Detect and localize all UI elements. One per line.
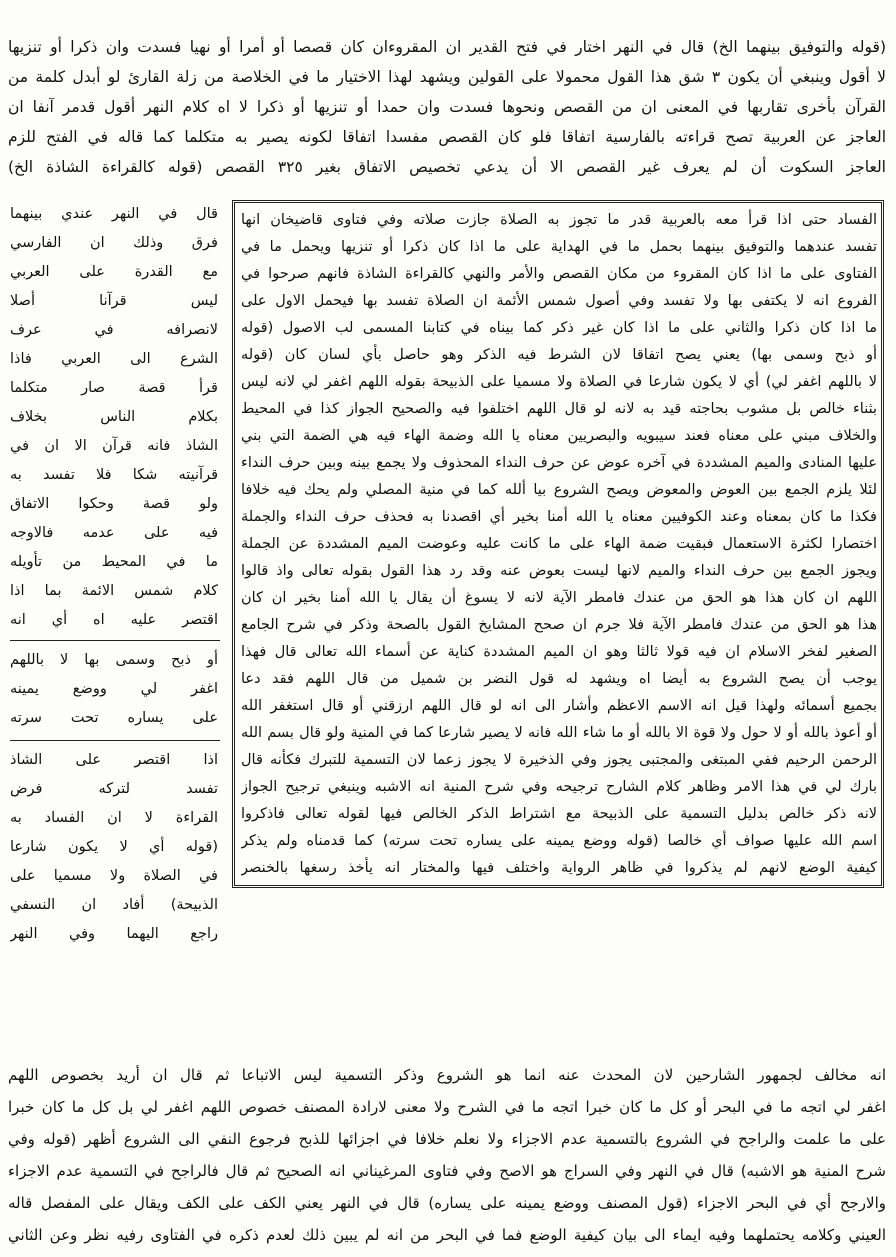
side-line: الذبيحة) أفاد ان النسفي [10,897,218,913]
side-line: راجع اليهما وفي النهر [10,926,218,942]
main-line: لا باللهم اغفر لي) أي لا يكون شارعا في الصلاة ولا مسميا على الذبيحة بقوله اللهم اغفر لي لانه ليس [241,374,877,390]
main-line: اللهم ان كان هذا هو الحق من عندك فامطر الآية لانه لا يسوغ أن يقال يا الله أمنا بخير ان كان [241,590,877,606]
side-line: القراءة لا ان الفساد به [10,810,218,826]
main-line: بجميع أسمائه ولهذا قيل انه الاسم الاعظم وأشار الى انه لو قال اللهم ارزقني أو قال استغفر الله [241,698,877,714]
top-line: العاجز عن العربية تصح قراءته بالفارسية اتفاقا فلو كان القصص مفسدا اتفاقا لكونه يصير به متكلما كما قاله في الفتح للزم [8,128,886,146]
side-line: ما في المحيط من تأويله [10,554,218,570]
bottom-line: والارجح أي في البحر الاجزاء (قول المصنف ووضع يمينه على يساره) قال في النهر يعني الكف على الكف ويقال على المفصل قاله [8,1194,886,1212]
side-divider [10,640,220,641]
side-line: قال في النهر عندي بينهما [10,206,218,222]
main-line: عليها المنادى والميم المشددة في آخره عوض عن حرف النداء المحذوف ولا يجمع بينه وبين حرف النداء [241,455,877,471]
bottom-line: على ما علمت والراجح في الشروع بالتسمية عدم الاجزاء ولا نعلم خلافا في اجزائها للذبح فرجوع النفي الى الشروع أظهر (قوله وفي [8,1130,886,1148]
bottom-line: شرح المنية هو الاشبه) قال في النهر وفي السراج هو الاصح وفي فتاوى المرغيناني انه الصحيح ثم قال فالراجح في التسمية عدم الاجزاء [8,1162,886,1180]
main-line: تفسد عندهما والتوفيق بينهما بحمل ما في الهداية على ما اذا كان ذكرا أو تنزيها ويحمل ما في [241,239,877,255]
bottom-line: انه مخالف لجمهور الشارحين لان المحدث عنه انما هو الشروع وذكر التسمية ليس الاتباعا ثم قال ان أريد بخصوص اللهم [8,1066,886,1084]
side-line: تفسد لتركه فرض [10,781,218,797]
side-line: اغفر لي ووضع يمينه [10,681,218,697]
side-line: ليس قرآنا أصلا [10,293,218,309]
side-divider [10,740,220,741]
bottom-line: اغفر لي اتجه ما في البحر أو كل ما كان خبرا اتجه ما في الشرح ولا معنى لارادة المصنف خصوص اللهم اغفر لي بل كل ما كان خبرا [8,1098,886,1116]
side-line: فرق وذلك ان الفارسي [10,235,218,251]
top-line: (قوله والتوفيق بينهما الخ) قال في النهر اختار في فتح القدير ان المقروءان كان قصصا أو أمرا أو نهيا فسدت وان ذكرا أو تنزيها [8,38,886,56]
main-line: كيفية الوضع لانهم لم يذكروا في ظاهر الرواية واختلف فيها والمختار انه يأخذ رسغها بالخنصر [241,860,877,876]
main-line: أو ذبح وسمى بها) يعني يصح اتفاقا لان الشرط فيه الذكر وهو حاصل بأي لسان كان (قوله [241,347,877,363]
side-line: كلام شمس الائمة بما اذا [10,583,218,599]
side-line: الشاذ فانه قرآن الا ان في [10,438,218,454]
main-line: هذا هو الحق من عندك فامطر الآية فلا جرم ان صحح المشايخ القول بالصحة وذكر في شرح الجامع [241,617,877,633]
main-line: ما اذا كان ذكرا والثاني على ما اذا كان غير ذكر كما بيناه في كتابنا المسمى لب الاصول (قوله [241,320,877,336]
main-line: الفساد حتى اذا قرأ معه بالعربية قدر ما تجوز به الصلاة جازت صلاته وفي فتاوى قاضيخان انها [241,212,877,228]
side-line: على يساره تحت سرته [10,710,218,726]
top-line: لا أقول وينبغي أن يكون ٣ شق هذا القول محمولا على القولين ويشهد لهذا الاختيار ما في الخلاصة من زلة القارئ لو أبدل كلمة من [8,68,886,86]
main-line: لئلا يلزم الجمع بين العوض والمعوض ويصح الشروع بيا ألله كما في منية المصلي ولم يحك فيه خلافا [241,482,877,498]
main-line: الصغير لفخر الاسلام ان فيه قولا ثالثا وهو ان الميم المشددة كناية عن أسماء الله تعالى قال فهذا [241,644,877,660]
main-text-frame [232,200,884,888]
side-line: (قوله أي لا يكون شارعا [10,839,218,855]
top-line: القرآن بأخرى تقاربها في المعنى ان من القصص ونحوها فسدت وان حمدا أو تنزيها أو ذكرا لا اه كلام النهر أقول قدمر آنفا ان [8,98,886,116]
main-line: بارك لي في هذا الامر وظاهر كلام الشارح ترجيحه وفي شرح المنية انه الاشبه وينبغي ترجيح الجواز [241,779,877,795]
main-line: الفروع انه لا يكتفى بها ولا تفسد وفي أصول شمس الأئمة ان الصلاة تفسد بها فيحمل الاول على [241,293,877,309]
main-line: والخلاف مبني على معناه فعند سيبويه والبصريين معناه يا الله وضمة الهاء فيه هي الضمة التي بني [241,428,877,444]
main-line: اسم الله عليها صواف أي خالصا (قوله ووضع يمينه على يساره تحت سرته) كما قدمناه ولم يذكر [241,833,877,849]
main-line: ويجوز الجمع بين حرف النداء والميم لانها ليست بعوض عنه وقد رد هذا القول بقوله تعالى واذ قالوا [241,563,877,579]
side-line: فيه على عدمه فالاوجه [10,525,218,541]
top-line-with-page-number: العاجز السكوت أن لم يعرف غير القصص الا أن يدعي تخصيص الاتفاق بغير ٣٢٥ القصص (قوله كالقراءة الشاذة الخ) [8,158,886,176]
main-line: بثناء خالص بل مشوب بحاجته قيد به لانه لو قال اللهم اختلفوا فيه والصحيح الجواز كذا في المحيط [241,401,877,417]
side-line: أو ذبح وسمى بها لا باللهم [10,652,218,668]
side-line: اذا اقتصر على الشاذ [10,752,218,768]
main-line: أو أعوذ بالله أو لا حول ولا قوة الا بالله أو ما شاء الله فانه لا يصير شارعا كما في المنية ولو قال بسم الله [241,725,877,741]
main-line: اختصارا لكثرة الاستعمال فبقيت ضمة الهاء على ما كانت عليه وعوضت الميم المشددة عن الجملة [241,536,877,552]
side-line: قرآنيته شكا فلا تفسد به [10,467,218,483]
main-line: الفتاوى على ما اذا كان المقروء من مكان القصص والأمر والنهي كالقراءة الشاذة فانهم صرحوا في [241,266,877,282]
side-line: اقتصر عليه اه أي انه [10,612,218,628]
main-line: فكذا ما كان بمعناه وعند الكوفيين معناه يا الله أمنا بخير أي اقصدنا به فحذف حرف النداء والجملة [241,509,877,525]
main-line: الرحمن الرحيم ففي المبتغى والمجتبى يجوز وفي الذخيرة لا يجوز زعما لان التسمية للتبرك فكأنه قال [241,752,877,768]
side-line: لانصرافه في عرف [10,322,218,338]
side-line: ولو قصة وحكوا الاتفاق [10,496,218,512]
bottom-line: العيني وكلامه يحتملهما وفيه ايماء الى بيان كيفية الوضع فما في البحر من انه لم يبين ذلك لعدم ذكره في الفتاوى رفيه نظر وعن الثاني [8,1226,886,1244]
side-line: في الصلاة ولا مسميا على [10,868,218,884]
main-line: يوجب أن يصح الشروع به أيضا اه ويشهد له قول النضر بن شميل من قال اللهم فقد دعا [241,671,877,687]
main-line: لانه ذكر خالص بدليل التسمية على الذبيحة مع اشتراط الذكر الخالص فيها لقوله تعالى فاذكروا [241,806,877,822]
side-line: بكلام الناس بخلاف [10,409,218,425]
side-line: الشرع الى العربي فاذا [10,351,218,367]
side-line: قرأ قصة صار متكلما [10,380,218,396]
side-line: مع القدرة على العربي [10,264,218,280]
